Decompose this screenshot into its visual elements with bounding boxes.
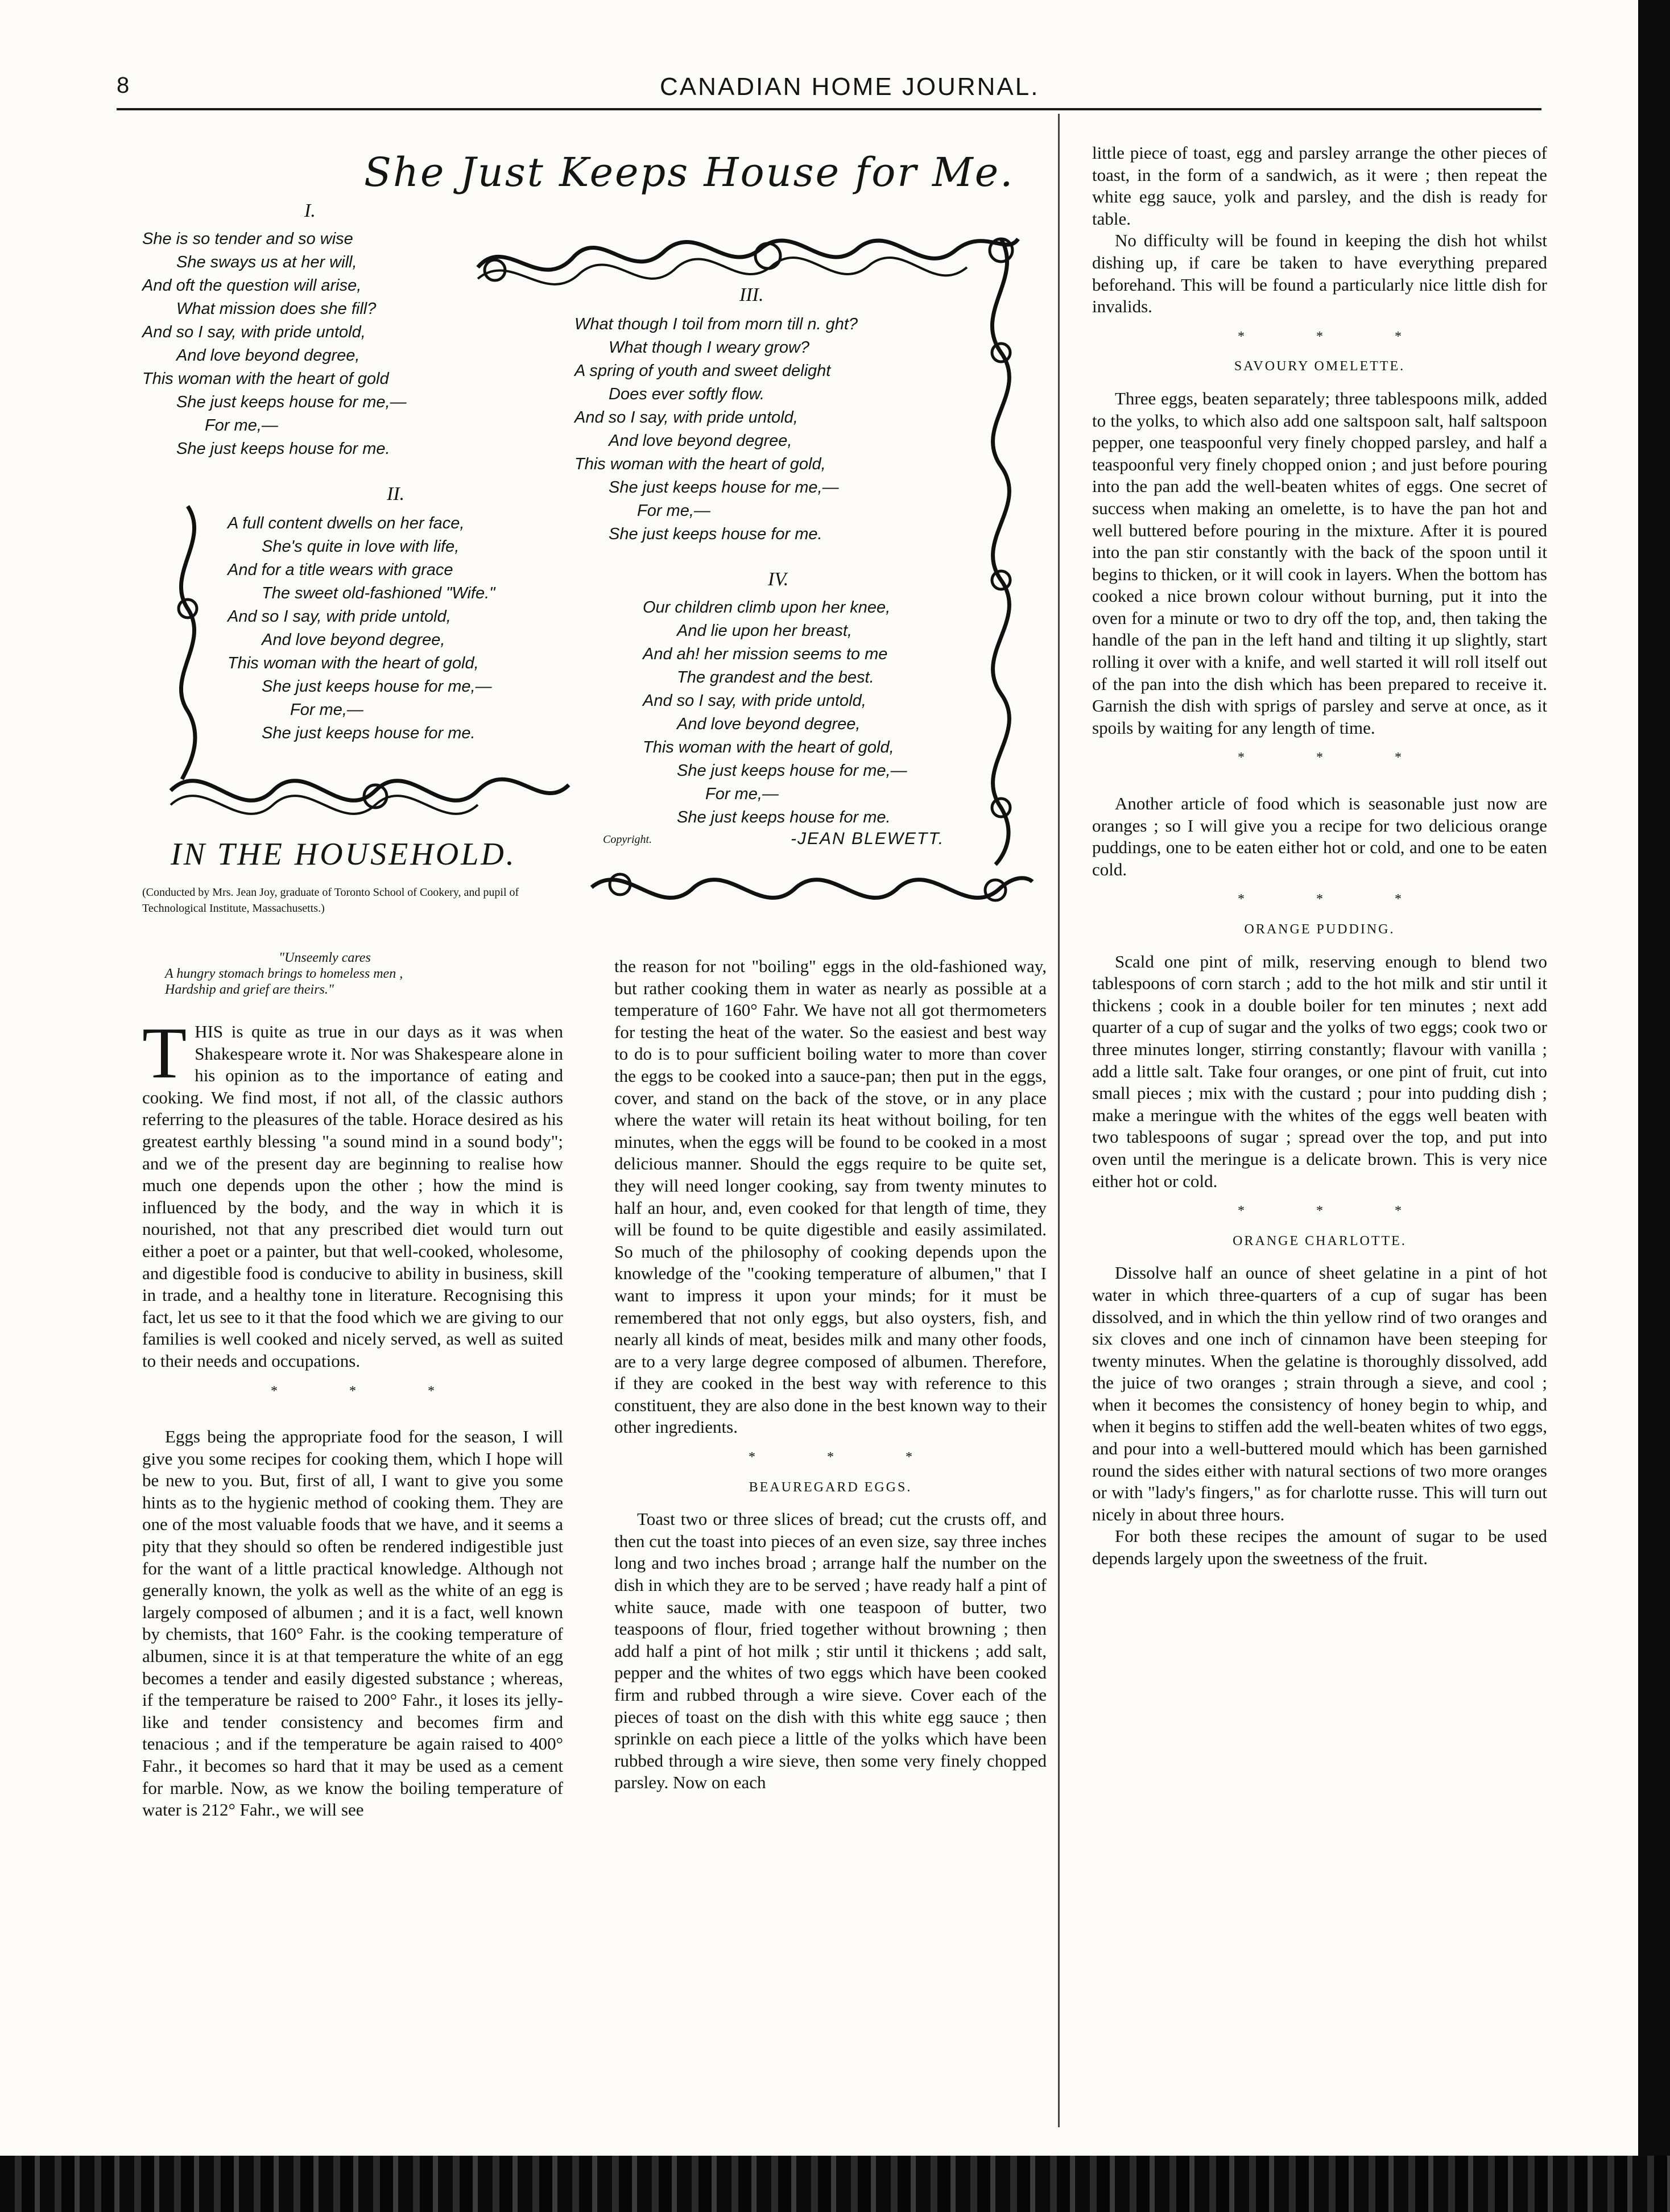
article-column-2 [614,956,1047,1794]
intro-text: HIS is quite as true in our days as it was when Shakespeare wrote it. Nor was Shakespeare alone in his opinion as to the importance of eating and cooking. We find most, if not all, of the classic authors referring to the pleasures of the table. Horace desired as his greatest earthly blessing "a sound mind in a sound body"; and we of the present day are beginning to realise how much one depends upon the other ; how the mind is influenced by the body, and the way in which it is nourished, not that any prescribed diet would turn out either a poet or a painter, but that well-cooked, wholesome, and digestible food is conducive to ability in business, skill in trade, and a healthy tone in literature. Recognising this fact, let us see to it that the food which we are giving to our families is well cooked and nicely served, as well as suited to their needs and occupations. [142,1022,563,1371]
poem-frame-bottom-left [165,751,574,836]
section-separator: * * * [749,1450,946,1465]
poem-line: And so I say, with pride untold, [142,323,366,341]
eggs-paragraph: Eggs being the appropriate food for the season, I will give you some recipes for cooking them, which I hope will be new to you. But, first of all, I want to give you some hints as to the hygienic method of cooking them. They are one of the most valuable foods that we have, and it seems a pity that they should so often be rendered indigestible just for the want of a little practical knowledge. Although not generally known, the yolk as well as the white of an egg is largely composed of albumen ; and it is a fact, well known by chemists, that 160° Fahr. is the cooking temperature of albumen, since it is at that temperature the white of an egg becomes a tender and easily digested substance ; whereas, if the temperature be raised to 200° Fahr., it loses its jelly-like and tender consistency and becomes firm and tenacious ; and if the temperature be again raised to 400° Fahr., it becomes so hard that it may be used as a cement for marble. Now, as we know the boiling temperature of water is 212° Fahr., we will see [142,1427,563,1820]
recipe-heading-charlotte: ORANGE CHARLOTTE. [1233,1233,1407,1248]
poem-line: She just keeps house for me,— [677,762,907,780]
section-separator: * * * [1238,892,1436,907]
epigraph [165,950,563,998]
poem-line: For me,— [205,416,278,435]
poem-line: For me,— [637,502,710,520]
article-column-3 [1092,142,1547,1570]
section-separator: * * * [1238,750,1436,766]
poem-line: This woman with the heart of gold, [228,654,479,672]
poem-line: And love beyond degree, [677,715,861,733]
epigraph-line: "Unseemly cares [279,950,371,965]
poem-line: She just keeps house for me,— [176,393,407,411]
poem-line: She sways us at her will, [176,253,357,271]
poem-line: And so I say, with pride untold, [643,692,866,710]
intro-paragraph [142,1012,563,1372]
poem-line: She is so tender and so wise [142,230,353,248]
poem-line: Our children climb upon her knee, [643,598,891,617]
poem-line: This woman with the heart of gold, [643,738,894,756]
page-number: 8 [117,73,130,98]
journal-title: CANADIAN HOME JOURNAL. [660,73,1040,101]
stanza-number-2: II. [387,483,405,505]
poem-frame-right [967,233,1030,870]
charlotte-recipe: Dissolve half an ounce of sheet gelatine in a pint of hot water in which three-quarters of a cup of sugar has been dissolved, and in which the thin yellow rind of two oranges and six cloves and one inch of cinnamon have been steeping for twenty minutes. When the gelatine is thoroughly dissolved, add the juice of two oranges ; strain through a sieve, and cool ; when it becomes the consistency of honey begin to whip, and when it begins to stiffen add the well-beaten whites of two eggs, and pour into a well-buttered mould which has been garnished round the sides either with natural sections of two more oranges or with "lady's fingers," as for charlotte russe. This will turn out nicely in about three hours. [1092,1263,1547,1524]
recipe-heading-beauregard: BEAUREGARD EGGS. [749,1479,912,1495]
oranges-intro: Another article of food which is seasonable just now are oranges ; so I will give you a recipe for two delicious orange puddings, one to be eaten either hot or cold, and one to be eaten cold. [1092,793,1547,879]
poem-line: She's quite in love with life, [262,538,460,556]
recipe-heading-pudding: ORANGE PUDDING. [1244,922,1395,937]
omelette-recipe: Three eggs, beaten separately; three tablespoons milk, added to the yolks, to which also add one saltspoon salt, half saltspoon pepper, one teaspoonful very finely chopped parsley, and half a teaspoonful very finely chopped onion ; and just before pouring into the pan add the well-beaten whites of eggs. One secret of success when making an omelette, is to have the pan hot and well buttered before pouring in the mixture. After it is poured into the pan stir constantly with the back of the spoon until it begins to thicken, or it will cook in layers. When the bottom has cooked a nice brown colour without burning, put it into the oven for a minute or two to dry off the top, and, then taking the handle of the pan in the left hand and tilting it up slightly, start rolling it over with a knife, and well started it will roll itself out of the pan into the dish which has been prepared to receive it. Garnish the dish with sprigs of parsley and serve at once, as it spoils by waiting for any length of time. [1092,388,1547,738]
poem-line: And for a title wears with grace [228,561,453,579]
poem-line: A full content dwells on her face, [228,514,465,532]
poem-frame-left [159,501,216,785]
poem-line: This woman with the heart of gold, [574,455,826,473]
poem-line: And lie upon her breast, [677,622,852,640]
poem-frame-bottom-right [586,859,1035,927]
poem-line: She just keeps house for me,— [609,478,839,497]
poem-line: And love beyond degree, [176,346,360,365]
poem-title: She Just Keeps House for Me. [364,149,1015,196]
poem-line: This woman with the heart of gold [142,370,389,388]
scan-edge-shadow [1638,0,1670,2212]
sugar-note: For both these recipes the amount of sugar to be used depends largely upon the sweetness of the fruit. [1092,1526,1547,1569]
section-separator: * * * [1238,329,1436,344]
copyright-note: Copyright. [603,833,652,846]
poem-line: And love beyond degree, [262,631,445,649]
column-divider [1058,114,1060,2127]
poem-line: What mission does she fill? [176,300,377,318]
recipe-heading-omelette: SAVOURY OMELETTE. [1234,359,1406,374]
poem-line: For me,— [290,701,363,719]
epigraph-line: A hungry stomach brings to homeless men , [165,966,403,981]
poem-stanza-2 [228,512,495,745]
poem-stanza-4 [643,596,907,829]
poem-line: She just keeps house for me. [262,724,476,742]
household-title: IN THE HOUSEHOLD. [171,837,516,872]
poem-line: And so I say, with pride untold, [228,607,451,626]
poem-author: -JEAN BLEWETT. [791,829,945,848]
epigraph-line: Hardship and grief are theirs." [165,982,334,997]
header-rule [117,108,1541,110]
poem-line: She just keeps house for me. [176,440,390,458]
poem-line: She just keeps house for me. [677,808,891,826]
poem-line: She just keeps house for me. [609,525,822,543]
section-separator: * * * [271,1383,469,1399]
poem-line: She just keeps house for me,— [262,677,492,696]
poem-line: For me,— [705,785,779,803]
poem-stanza-3 [574,313,858,546]
conducted-by-note: (Conducted by Mrs. Jean Joy, graduate of Toronto School of Cookery, and pupil of Technological Institute, Massachusetts.) [142,886,519,915]
poem-line: The sweet old-fashioned "Wife." [262,584,495,602]
dishing-note: No difficulty will be found in keeping the dish hot whilst dishing up, if care be taken to have everything prepared beforehand. This will be found a particularly nice little dish for invalids. [1092,230,1547,317]
poem-line: And oft the question will arise, [142,276,362,295]
drop-cap: T [142,1012,187,1093]
beauregard-continued: little piece of toast, egg and parsley arrange the other pieces of toast, in the form of a sandwich, as it were ; then repeat the white egg sauce, yolk and parsley, and the dish is ready for table. [1092,143,1547,229]
stanza-number-1: I. [304,200,316,221]
poem-line: And ah! her mission seems to me [643,645,888,663]
poem-line: What though I toil from morn till n. ght? [574,315,858,333]
article-column-1 [142,1012,563,1821]
poem-line: Does ever softly flow. [609,385,764,403]
scan-bottom-noise [0,2156,1670,2212]
poem-stanza-1 [142,228,407,461]
stanza-number-4: IV. [768,569,789,590]
stanza-number-3: III. [739,284,764,305]
pudding-recipe: Scald one pint of milk, reserving enough to blend two tablespoons of corn starch ; add to the hot milk and stir until it thickens ; cook in a double boiler for ten minutes ; next add quarter of a cup of sugar and the yolks of two eggs; cook two or three minutes longer, stirring constantly; flavour with vanilla ; add a little salt. Take four oranges, or one pint of fruit, cut into small pieces ; mix with the custard ; pour into pudding dish ; make a meringue with the whites of the eggs well beaten with two tablespoons of sugar ; spread over the top, and put into oven until the meringue is a delicate brown. This is very nice either hot or cold. [1092,951,1547,1191]
beauregard-recipe: Toast two or three slices of bread; cut the crusts off, and then cut the toast into pieces of an even size, say three inches long and two inches broad ; arrange half the number on the dish in which they are to be served ; have ready half a pint of white sauce, made with one teaspoon of butter, two teaspoons of flour, fried together without browning ; then add half a pint of hot milk ; stir until it thickens ; add salt, pepper and the whites of two eggs which have been cooked firm and rubbed through a wire sieve. Cover each of the pieces of toast on the dish with this white egg sauce ; then sprinkle on each piece a little of the yolks which have been rubbed through a wire sieve, then some very finely chopped parsley. Now on each [614,1509,1047,1793]
poem-line: What though I weary grow? [609,338,810,357]
poem-line: A spring of youth and sweet delight [574,362,831,380]
poem-line: The grandest and the best. [677,668,874,687]
section-separator: * * * [1238,1204,1436,1219]
poem-line: And so I say, with pride untold, [574,408,798,427]
poem-line: And love beyond degree, [609,432,792,450]
albumen-paragraph: the reason for not "boiling" eggs in the old-fashioned way, but rather cooking them in water as nearly as possible at a temperature of 160° Fahr. We have not all got thermometers for testing the heat of the water. So the easiest and best way to do is to pour sufficient boiling water to more than cover the eggs to be cooked into a sauce-pan; then put in the eggs, cover, and stand on the back of the stove, or in any place where the water will retain its heat without boiling, for ten minutes, when the eggs will be found to be cooked in a most delicious manner. Should the eggs require to be quite set, they will need longer cooking, say from twenty minutes to half an hour, and, even cooked for that length of time, they will be found to be quite digestible and easily assimilated. So much of the philosophy of cooking depends upon the knowledge of the "cooking temperature of albumen," that I want to impress it upon your minds; for it must be remembered that not only eggs, but also oysters, fish, and nearly all kinds of meat, besides milk and many other foods, are to a very large degree composed of albumen. Therefore, if they are cooked in the best way with reference to this constituent, they are also done in the best known way to their other ingredients. [614,956,1047,1437]
